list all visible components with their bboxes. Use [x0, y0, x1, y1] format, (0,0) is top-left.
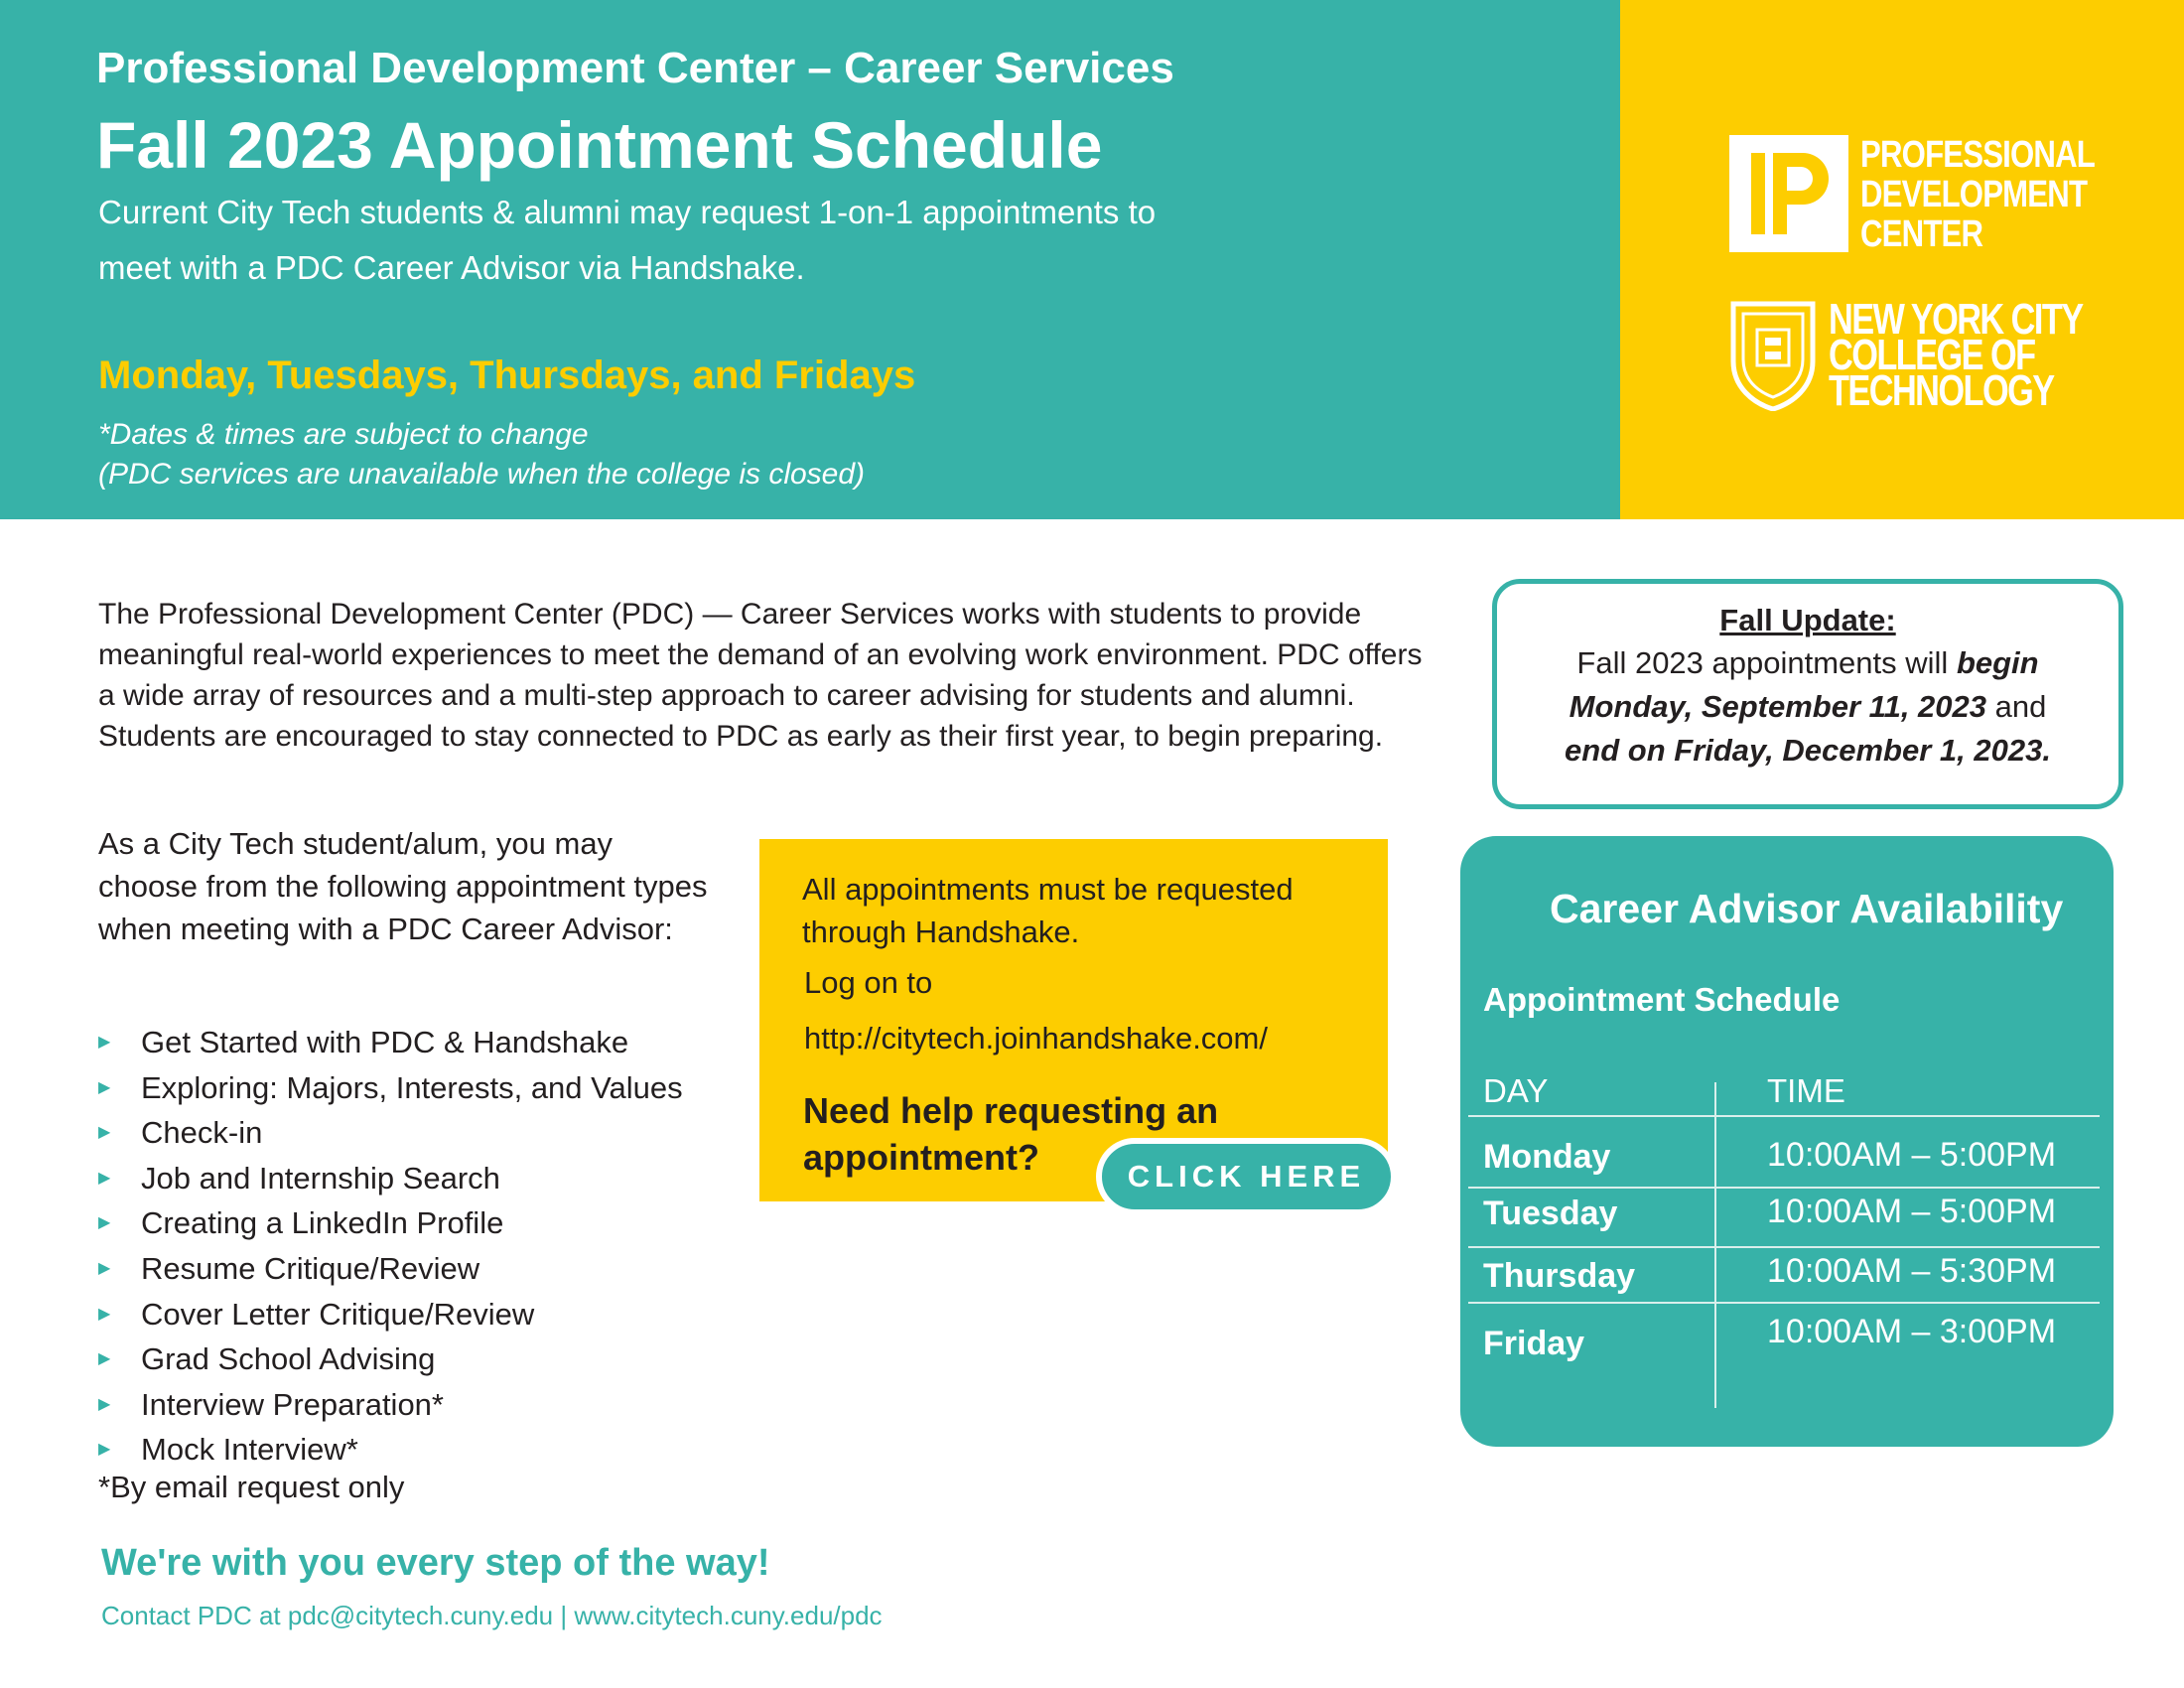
fall-update-body — [1497, 641, 2118, 773]
list-item — [98, 1246, 683, 1292]
schedule-note-line1: *Dates & times are subject to change — [98, 418, 589, 451]
table-divider — [1468, 1115, 2100, 1117]
table-divider — [1468, 1187, 2100, 1189]
fall-update-box — [1492, 579, 2123, 809]
tagline: We're with you every step of the way! — [101, 1542, 770, 1584]
list-item — [98, 1200, 683, 1246]
schedule-note — [98, 415, 865, 494]
appointment-types-list — [98, 1020, 683, 1473]
list-item-label: Creating a LinkedIn Profile — [141, 1205, 504, 1241]
list-item — [98, 1110, 683, 1156]
handshake-logon-label: Log on to — [804, 965, 933, 1000]
table-row-time: 10:00AM – 5:00PM — [1767, 1193, 2057, 1230]
table-row-time: 10:00AM – 5:30PM — [1767, 1252, 2057, 1290]
college-logo-line2: COLLEGE OF — [1829, 331, 2035, 379]
advisor-availability-panel — [1460, 836, 2114, 1447]
fall-update-end-date: end on Friday, December 1, 2023. — [1565, 733, 2051, 768]
pdc-logo-text — [1860, 135, 2095, 254]
handshake-link[interactable]: http://citytech.joinhandshake.com/ — [804, 1021, 1268, 1055]
college-seal-icon — [1729, 300, 1817, 411]
list-item-label: Cover Letter Critique/Review — [141, 1296, 535, 1332]
list-item — [98, 1156, 683, 1201]
list-item-label: Exploring: Majors, Interests, and Values — [141, 1069, 683, 1105]
bullet-arrow-icon: ▶ — [98, 1124, 111, 1142]
bullet-arrow-icon: ▶ — [98, 1259, 111, 1277]
college-logo-line3: TECHNOLOGY — [1829, 366, 2054, 415]
handshake-requirement: All appointments must be requested through Handshake. — [802, 872, 1294, 949]
appointment-days: Monday, Tuesdays, Thursdays, and Fridays — [98, 353, 916, 397]
list-item — [98, 1020, 683, 1065]
fall-update-text: Fall 2023 appointments will — [1576, 645, 1957, 680]
table-row-day: Tuesday — [1483, 1195, 1618, 1232]
college-logo-text — [1829, 295, 2083, 415]
column-header-time: TIME — [1767, 1072, 1845, 1109]
table-divider — [1468, 1302, 2100, 1304]
appointment-types-intro: As a City Tech student/alum, you may choose from the following appointment types when meeting with a PDC Career Advisor: — [98, 826, 708, 946]
list-item-label: Job and Internship Search — [141, 1160, 500, 1196]
college-logo-line1: NEW YORK CITY — [1829, 295, 2083, 344]
college-logo — [1729, 295, 2154, 415]
contact-info[interactable]: Contact PDC at pdc@citytech.cuny.edu | www.citytech.cuny.edu/pdc — [101, 1601, 883, 1630]
list-item — [98, 1336, 683, 1382]
pdc-logo-line2: DEVELOPMENT — [1860, 174, 2088, 215]
table-row-day: Friday — [1483, 1325, 1585, 1362]
availability-subtitle: Appointment Schedule — [1483, 981, 1841, 1018]
pdc-logo-icon — [1729, 135, 1848, 252]
bullet-arrow-icon: ▶ — [98, 1305, 111, 1323]
bullet-arrow-icon: ▶ — [98, 1078, 111, 1096]
logo-panel — [1620, 0, 2184, 519]
pdc-logo-line1: PROFESSIONAL — [1860, 134, 2096, 176]
bullet-arrow-icon: ▶ — [98, 1169, 111, 1187]
fall-update-title: Fall Update: — [1719, 603, 1896, 637]
list-item — [98, 1065, 683, 1111]
bullet-arrow-icon: ▶ — [98, 1395, 111, 1413]
page-title: Fall 2023 Appointment Schedule — [96, 108, 1103, 182]
bullet-arrow-icon: ▶ — [98, 1034, 111, 1051]
table-divider — [1468, 1246, 2100, 1248]
table-divider-vertical — [1714, 1082, 1716, 1408]
list-item-label: Mock Interview* — [141, 1432, 358, 1468]
fall-update-and: and — [1986, 689, 2047, 724]
fall-update-begin: begin — [1956, 645, 2039, 680]
table-row-time: 10:00AM – 3:00PM — [1767, 1313, 2057, 1350]
header-intro: Current City Tech students & alumni may request 1-on-1 appointments to meet with a PDC Career Advisor via Handshake. — [98, 194, 1157, 286]
fall-update-start-date: Monday, September 11, 2023 — [1569, 689, 1987, 724]
table-row-time: 10:00AM – 5:00PM — [1767, 1136, 2057, 1174]
column-header-day: DAY — [1483, 1072, 1549, 1109]
header-subtitle: Professional Development Center – Career Services — [96, 44, 1174, 92]
list-item — [98, 1292, 683, 1337]
bullet-arrow-icon: ▶ — [98, 1214, 111, 1232]
bullet-arrow-icon: ▶ — [98, 1441, 111, 1459]
pdc-logo-line3: CENTER — [1860, 213, 1983, 255]
list-item-label: Interview Preparation* — [141, 1386, 444, 1422]
list-item-label: Check-in — [141, 1115, 263, 1151]
list-item-label: Grad School Advising — [141, 1341, 436, 1377]
bullet-arrow-icon: ▶ — [98, 1350, 111, 1368]
pdc-logo — [1729, 135, 2146, 254]
list-item-label: Resume Critique/Review — [141, 1250, 480, 1286]
table-row-day: Thursday — [1483, 1257, 1636, 1295]
table-row-day: Monday — [1483, 1138, 1611, 1176]
list-item — [98, 1382, 683, 1428]
intro-paragraph: The Professional Development Center (PDC) — Career Services works with students to provide meaningful real-world experiences to meet the demand of an evolving work environment. PDC offers a wide array of resources and a multi-step approach to career advising for students and alumni. Students are encouraged to stay connected to PDC as early as their first year, to begin preparing. — [98, 598, 1423, 753]
email-request-footnote: *By email request only — [98, 1470, 405, 1504]
click-here-button[interactable]: CLICK HERE — [1096, 1138, 1397, 1215]
schedule-note-line2: (PDC services are unavailable when the college is closed) — [98, 458, 866, 491]
list-item — [98, 1427, 683, 1473]
availability-title: Career Advisor Availability — [1550, 886, 2064, 931]
list-item-label: Get Started with PDC & Handshake — [141, 1025, 629, 1059]
handshake-help-text: Need help requesting an appointment? — [803, 1090, 1219, 1178]
